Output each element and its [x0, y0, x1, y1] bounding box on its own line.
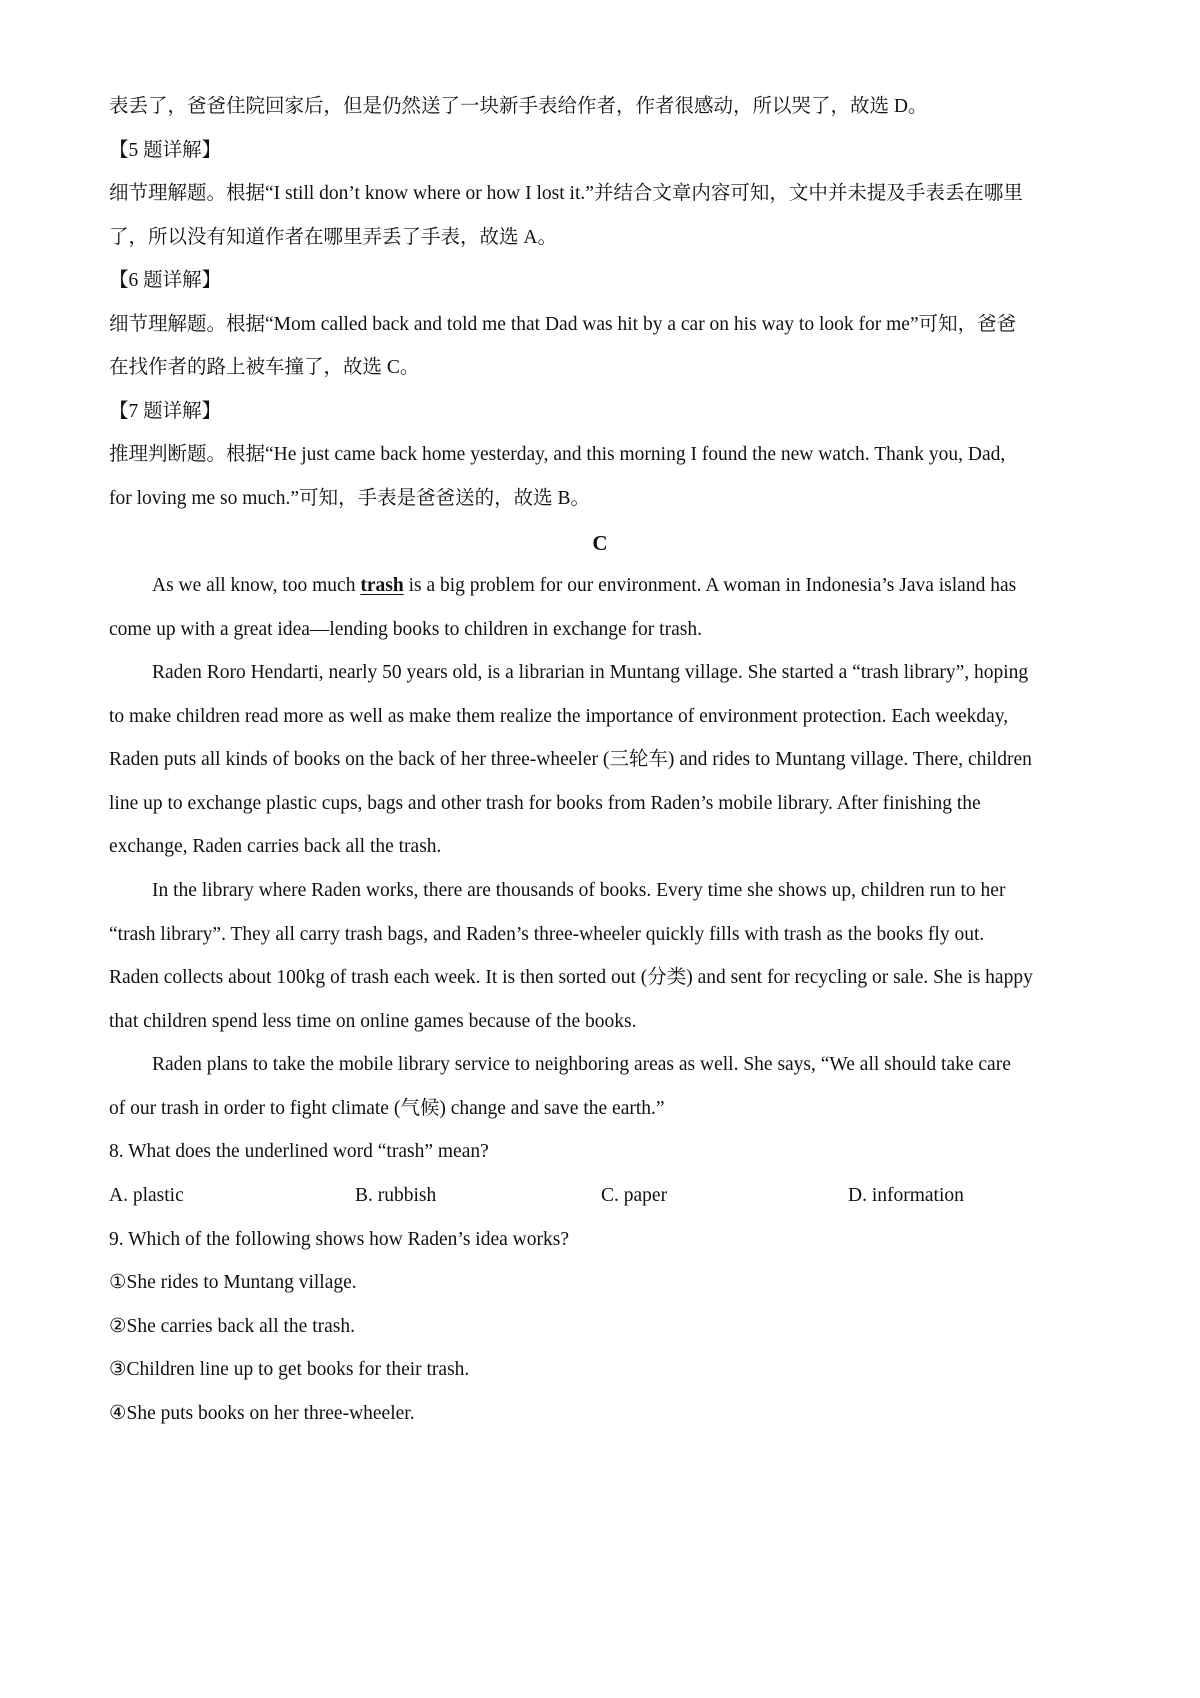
q9-item: ①She rides to Muntang village. [109, 1272, 357, 1293]
q5-explanation-line: 细节理解题。根据“I still don’t know where or how I lost it.”并结合文章内容可知，文中并未提及手表丢在哪里 [109, 183, 1023, 204]
underlined-word: trash [360, 575, 404, 596]
q7-explanation-header: 【7 题详解】 [109, 401, 222, 422]
passage-text: is a big problem for our environment. A woman in Indonesia’s Java island has [403, 575, 1017, 596]
passage-line: exchange, Raden carries back all the trash. [109, 836, 442, 857]
q8-option-a: A. plastic [109, 1185, 184, 1206]
question-8-stem: 8. What does the underlined word “trash” mean? [109, 1141, 489, 1162]
q9-item: ③Children line up to get books for their trash. [109, 1359, 470, 1380]
passage-line: “trash library”. They all carry trash bags, and Raden’s three-wheeler quickly fills with trash as the books fly out. [109, 924, 985, 945]
passage-line [152, 573, 1099, 599]
q5-explanation-line: 了，所以没有知道作者在哪里弄丢了手表，故选 A。 [109, 227, 557, 248]
passage-line: of our trash in order to fight climate (气候) change and save the earth.” [109, 1098, 665, 1119]
passage-line: Raden plans to take the mobile library service to neighboring areas as well. She says, “We all should take care [152, 1054, 1011, 1075]
q5-explanation-header: 【5 题详解】 [109, 140, 222, 161]
q4-explanation-tail: 表丢了，爸爸住院回家后，但是仍然送了一块新手表给作者，作者很感动，所以哭了，故选 D。 [109, 96, 928, 117]
q9-item: ④She puts books on her three-wheeler. [109, 1403, 415, 1424]
passage-line: In the library where Raden works, there are thousands of books. Every time she shows up, children run to her [152, 880, 1006, 901]
passage-line: Raden puts all kinds of books on the back of her three-wheeler (三轮车) and rides to Muntang village. There, children [109, 749, 1032, 770]
passage-line: that children spend less time on online games because of the books. [109, 1011, 637, 1032]
q6-explanation-line: 在找作者的路上被车撞了，故选 C。 [109, 357, 420, 378]
section-heading: C [592, 531, 608, 555]
q7-explanation-line: 推理判断题。根据“He just came back home yesterday, and this morning I found the new watch. Thank you, Dad, [109, 444, 1006, 465]
passage-line: to make children read more as well as make them realize the importance of environment protection. Each weekday, [109, 706, 1009, 727]
passage-line: come up with a great idea—lending books to children in exchange for trash. [109, 619, 702, 640]
q6-explanation-line: 细节理解题。根据“Mom called back and told me that Dad was hit by a car on his way to look for me”可知，爸爸 [109, 314, 1017, 335]
passage-line: Raden Roro Hendarti, nearly 50 years old, is a librarian in Muntang village. She started a “trash library”, hoping [152, 662, 1029, 683]
question-9-stem: 9. Which of the following shows how Raden’s idea works? [109, 1229, 569, 1250]
passage-line: line up to exchange plastic cups, bags and other trash for books from Raden’s mobile library. After finishing the [109, 793, 981, 814]
passage-line: Raden collects about 100kg of trash each week. It is then sorted out (分类) and sent for recycling or sale. She is happy [109, 967, 1033, 988]
q8-option-c: C. paper [601, 1185, 668, 1206]
q8-option-b: B. rubbish [355, 1185, 437, 1206]
passage-text: As we all know, too much [152, 575, 361, 596]
q8-option-d: D. information [848, 1185, 964, 1206]
q9-item: ②She carries back all the trash. [109, 1316, 355, 1337]
q6-explanation-header: 【6 题详解】 [109, 270, 222, 291]
q7-explanation-line: for loving me so much.”可知，手表是爸爸送的，故选 B。 [109, 488, 590, 509]
